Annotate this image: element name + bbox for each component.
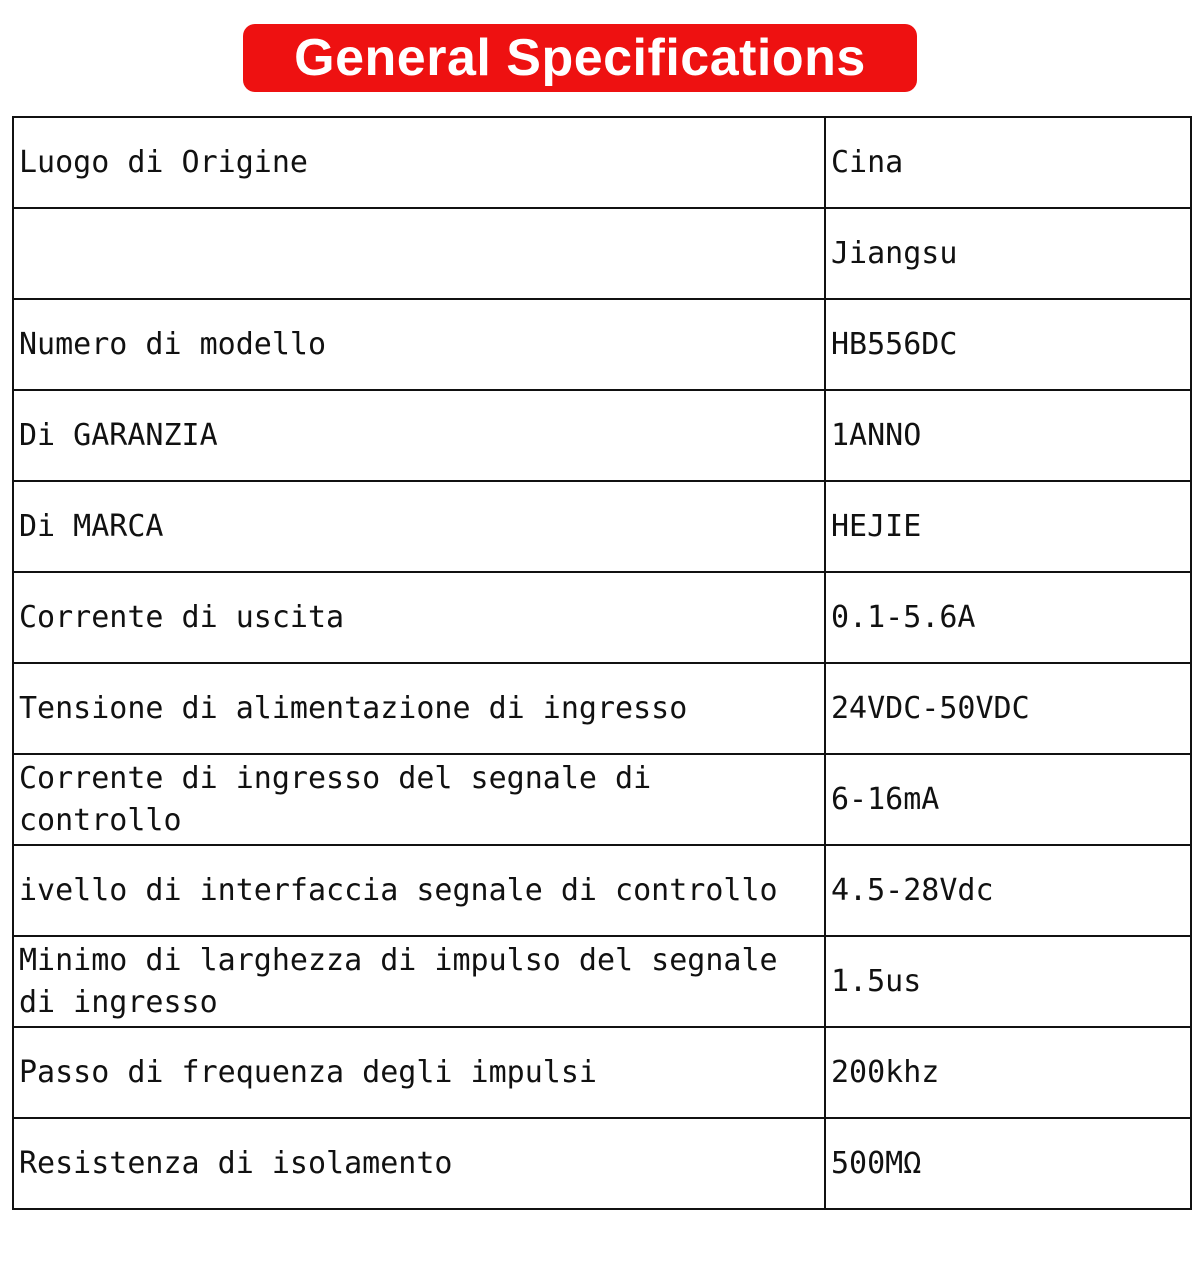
spec-value: Cina [825, 117, 1191, 208]
title-banner [243, 24, 917, 92]
spec-label [13, 208, 825, 299]
table-row [13, 845, 1191, 936]
table-row [13, 117, 1191, 208]
spec-value: Jiangsu [825, 208, 1191, 299]
spec-value: 200khz [825, 1027, 1191, 1118]
table-row [13, 1118, 1191, 1209]
spec-value: 1ANNO [825, 390, 1191, 481]
table-row [13, 936, 1191, 1027]
table-row [13, 481, 1191, 572]
spec-value: HB556DC [825, 299, 1191, 390]
spec-label: Minimo di larghezza di impulso del segnale di ingresso [13, 936, 825, 1027]
table-row [13, 754, 1191, 845]
spec-label: Resistenza di isolamento [13, 1118, 825, 1209]
spec-value: 24VDC-50VDC [825, 663, 1191, 754]
spec-value: HEJIE [825, 481, 1191, 572]
spec-label: Corrente di ingresso del segnale di controllo [13, 754, 825, 845]
spec-label: Tensione di alimentazione di ingresso [13, 663, 825, 754]
spec-value: 500MΩ [825, 1118, 1191, 1209]
page-title: General Specifications [294, 29, 866, 87]
spec-value: 0.1-5.6A [825, 572, 1191, 663]
table-row [13, 663, 1191, 754]
specifications-table [12, 116, 1192, 1210]
table-row [13, 208, 1191, 299]
spec-value: 4.5-28Vdc [825, 845, 1191, 936]
spec-label: ivello di interfaccia segnale di controllo [13, 845, 825, 936]
table-row [13, 572, 1191, 663]
spec-label: Corrente di uscita [13, 572, 825, 663]
spec-value: 6-16mA [825, 754, 1191, 845]
spec-label: Di GARANZIA [13, 390, 825, 481]
table-row [13, 390, 1191, 481]
table-row [13, 1027, 1191, 1118]
spec-label: Luogo di Origine [13, 117, 825, 208]
spec-label: Numero di modello [13, 299, 825, 390]
table-row [13, 299, 1191, 390]
spec-label: Di MARCA [13, 481, 825, 572]
spec-label: Passo di frequenza degli impulsi [13, 1027, 825, 1118]
spec-value: 1.5us [825, 936, 1191, 1027]
